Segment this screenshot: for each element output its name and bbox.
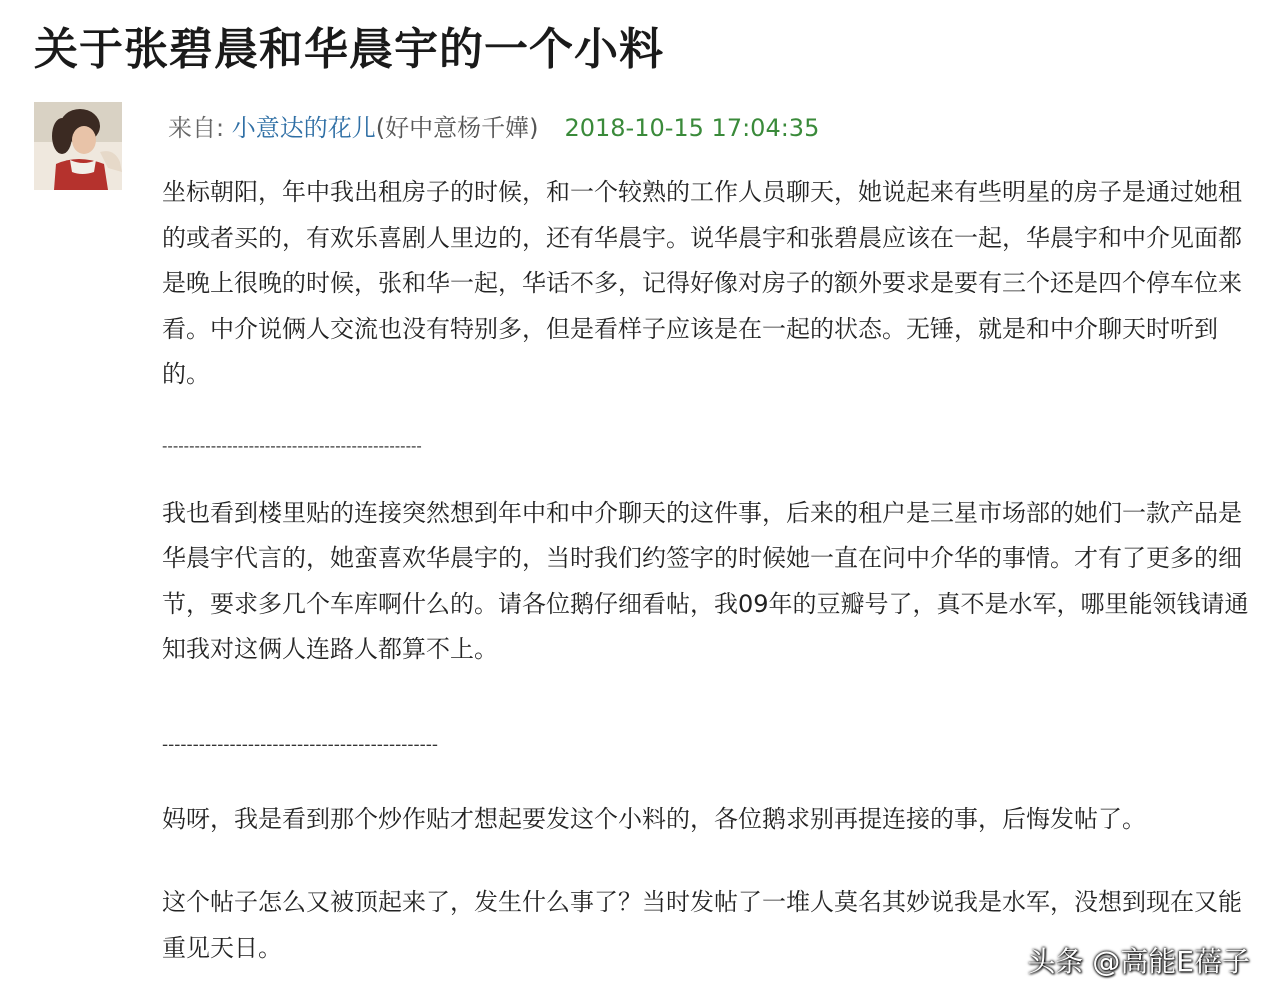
post-timestamp: 2018-10-15 17:04:35 [564,114,820,142]
separator-line-2: --------------------------------------------- [162,734,439,755]
post-body [162,170,1262,971]
user-avatar-photo-icon [34,102,122,190]
post-paragraph-1: 坐标朝阳，年中我出租房子的时候，和一个较熟的工作人员聊天，她说起来有些明星的房子是通过她租的或者买的，有欢乐喜剧人里边的，还有华晨宇。说华晨宇和张碧晨应该在一起，华晨宇和中介见面都是晚上很晚的时候，张和华一起，华话不多，记得好像对房子的额外要求是要有三个还是四个停车位来看。中介说俩人交流也没有特别多，但是看样子应该是在一起的状态。无锤，就是和中介聊天时听到的。 [162,178,1242,388]
post-paragraph-2: 我也看到楼里贴的连接突然想到年中和中介聊天的这件事，后来的租户是三星市场部的她们一款产品是华晨宇代言的，她蛮喜欢华晨宇的，当时我们约签字的时候她一直在问中介华的事情。才有了更多的细节，要求多几个车库啊什么的。请各位鹅仔细看帖，我09年的豆瓣号了，真不是水军，哪里能领钱请通知我对这俩人连路人都算不上。 [162,498,1249,663]
separator-line-1: ------------------------------------------------ [162,436,422,455]
author-note: (好中意杨千嬅) [375,114,539,142]
post-title: 关于张碧晨和华晨宇的一个小料 [34,24,664,75]
author-link[interactable]: 小意达的花儿 [231,114,376,142]
toutiao-watermark: 头条 @高能E蓓子 [1027,945,1250,978]
post-paragraph-3: 妈呀，我是看到那个炒作贴才想起要发这个小料的，各位鹅求别再提连接的事，后悔发帖了。 [162,804,1146,833]
user-avatar[interactable] [34,102,122,190]
from-label: 来自: [168,114,232,142]
post-paragraph-4: 这个帖子怎么又被顶起来了，发生什么事了？当时发帖了一堆人莫名其妙说我是水军，没想到现在又能重见天日。 [162,888,1242,962]
post-meta [168,108,819,148]
